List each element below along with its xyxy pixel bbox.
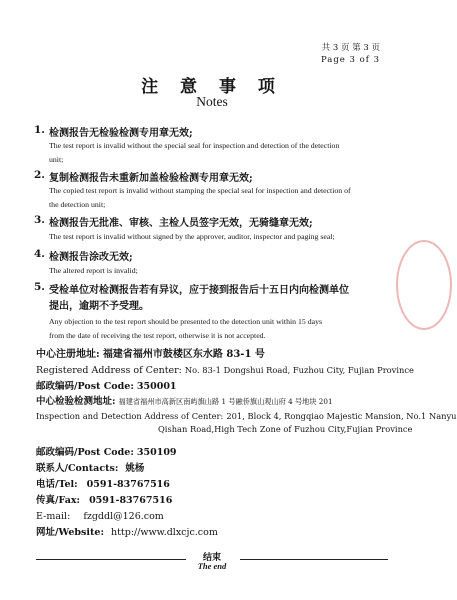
page-number-en: Page 3 of 3 [320, 55, 380, 65]
postcode-label: 邮政编码/Post Code: [36, 381, 134, 392]
note-text-zh: 受检单位对检测报告若有异议，应于接到报告后十五日内向检测单位 [49, 285, 349, 296]
website-label: 网址/Website: [36, 527, 104, 538]
contacts-label: 联系人/Contacts: [36, 463, 119, 474]
page-number-zh: 共 3 页 第 3 页 [321, 43, 380, 53]
contacts-value: 姚杨 [125, 463, 145, 474]
inspection-address-en-value: 201, Block 4, Rongqiao Majestic Mansion, No.1 Nanyu [226, 411, 457, 421]
note-text-en: The test report is invalid without signed by the approver, auditor, inspector and paging seal; [49, 232, 335, 241]
note-text-zh-continued: 提出，逾期不予受理。 [49, 301, 149, 312]
note-text-en: The copied test report is invalid without stamping the special seal for inspection and detection of [49, 186, 351, 195]
tel-line [36, 478, 170, 491]
note-text-en: The test report is invalid without the special seal for inspection and detection of the detection [49, 141, 340, 150]
website-line [36, 526, 218, 539]
seal-stamp [396, 240, 452, 330]
registered-address-en-label: Registered Address of Center: [36, 365, 182, 376]
fax-label: 传真/Fax: [36, 495, 81, 506]
note-number: 2. [34, 169, 45, 181]
tel-label: 电话/Tel: [36, 479, 78, 490]
postcode-label: 邮政编码/Post Code: [36, 447, 134, 458]
note-text-en: the detection unit; [49, 200, 106, 209]
page-number [321, 42, 380, 66]
note-number: 5. [34, 281, 45, 293]
email-value[interactable]: fzgddl@126.com [83, 511, 164, 522]
title-zh: 注 意 事 项 [141, 77, 283, 97]
note-number: 4. [34, 248, 45, 260]
end-marker-en: The end [197, 561, 227, 571]
inspection-address-en [36, 410, 457, 423]
inspection-address-en-continued [158, 423, 412, 436]
note-number: 1. [34, 124, 45, 136]
registered-postcode [36, 380, 177, 393]
registered-address-zh-value: 福建省福州市鼓楼区东水路 83-1 号 [102, 349, 265, 360]
email-label: E-mail: [36, 511, 71, 522]
note-text-en: from the date of receiving the test report, otherwise it is not accepted. [49, 331, 266, 340]
note-text-zh: 检测报告无检验检测专用章无效; [49, 128, 193, 139]
contacts-line [36, 462, 144, 475]
note-text-zh: 检测报告涂改无效; [49, 252, 133, 263]
tel-value: 0591-83767516 [86, 479, 170, 490]
inspection-address-en-value-2: Qishan Road,High Tech Zone of Fuzhou City,Fujian Province [158, 424, 413, 434]
email-line [36, 510, 164, 523]
postcode-value: 350109 [136, 447, 177, 458]
note-text-zh: 检测报告无批准、审核、主检人员签字无效，无骑缝章无效; [49, 218, 313, 229]
inspection-address-zh-value: 福建省福州市高新区南屿旗山路 1 号融侨旗山观山府 4 号地块 201 [118, 397, 333, 406]
registered-address-zh [36, 348, 265, 361]
end-marker-zh: 结束 [202, 553, 221, 563]
fax-value: 0591-83767516 [89, 495, 173, 506]
postcode-value: 350001 [136, 381, 177, 392]
inspection-postcode [36, 446, 177, 459]
note-text-en: unit; [49, 155, 64, 164]
note-text-en: The altered report is invalid; [49, 266, 138, 275]
note-text-en: Any objection to the test report should be presented to the detection unit within 15 days [49, 317, 323, 326]
note-number: 3. [34, 214, 45, 226]
website-value[interactable]: http://www.dlxcjc.com [110, 527, 218, 538]
registered-address-zh-label: 中心注册地址: [36, 349, 100, 360]
inspection-address-zh [36, 395, 333, 408]
fax-line [36, 494, 172, 507]
inspection-address-zh-label: 中心检验检测地址: [36, 396, 116, 407]
title-en: Notes [196, 94, 228, 109]
registered-address-en-value: No. 83-1 Dongshui Road, Fuzhou City, Fujian Province [184, 365, 414, 375]
registered-address-en [36, 364, 414, 377]
note-text-zh: 复制检测报告未重新加盖检验检测专用章无效; [49, 173, 253, 184]
inspection-address-en-label: Inspection and Detection Address of Center: [36, 411, 224, 421]
